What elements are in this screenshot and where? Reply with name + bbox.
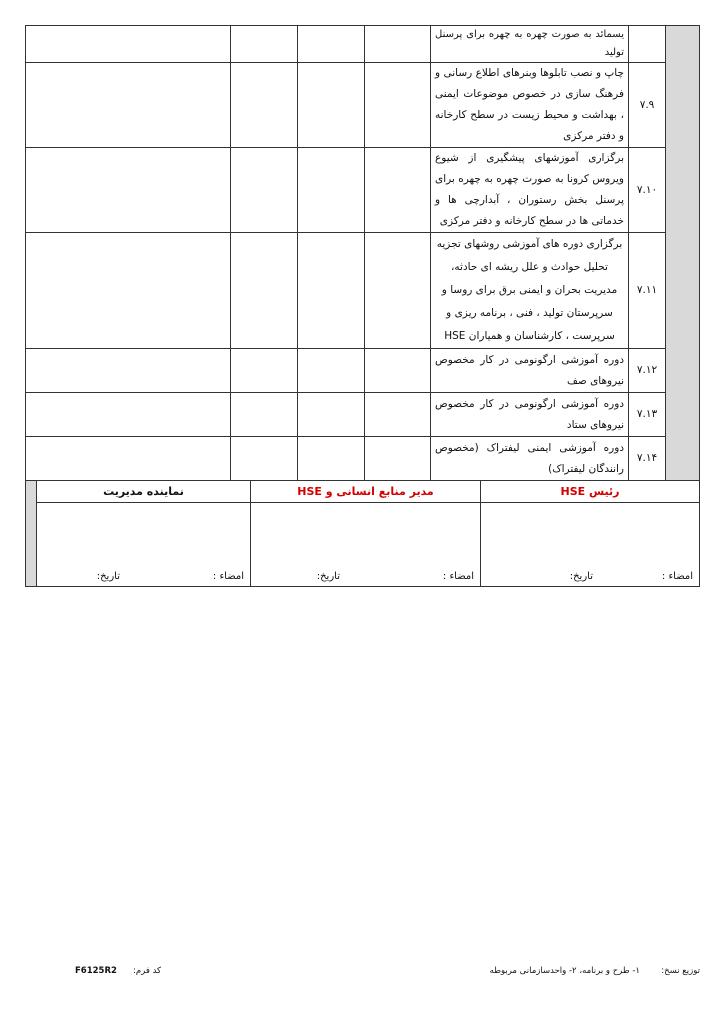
table-row [26, 349, 700, 393]
empty-cell [231, 63, 298, 148]
row-number: ۷.۹ [629, 63, 666, 148]
page-footer [75, 966, 700, 980]
signature-label: امضاء : [442, 571, 474, 582]
empty-cell [365, 349, 431, 393]
empty-cell [231, 26, 298, 63]
table-row [26, 148, 700, 233]
row-number: ۷.۱۴ [629, 437, 666, 481]
empty-cell [231, 393, 298, 437]
empty-cell [26, 437, 231, 481]
row-description: برگزاری دوره های آموزشی روشهای تجزیه تحلیل حوادث و علل ریشه ای حادثه، مدیریت بحران و ایمنی برق برای روسا و سرپرستان تولید ، فنی ، برنامه ریزی و سرپرست ، کارشناسان و همیاران HSE [431, 233, 629, 349]
distribution-text: ۱- طرح و برنامه، ۲- واحدسازمانی مربوطه [489, 966, 640, 976]
row-number: ۷.۱۲ [629, 349, 666, 393]
empty-cell [298, 63, 365, 148]
empty-cell [365, 63, 431, 148]
empty-cell [231, 349, 298, 393]
date-label: تاریخ: [316, 571, 340, 582]
date-label: تاریخ: [96, 571, 120, 582]
management-rep-signature-box [37, 503, 251, 587]
document-sheet [25, 25, 700, 587]
empty-cell [365, 437, 431, 481]
side-margin-column [666, 26, 700, 481]
row-number: ۷.۱۳ [629, 393, 666, 437]
empty-cell [298, 349, 365, 393]
form-code: F6125R2 [75, 966, 117, 976]
empty-cell [26, 63, 231, 148]
row-description: دوره آموزشی ایمنی لیفتراک (مخصوص رانندگان لیفتراک) [431, 437, 629, 481]
hr-hse-manager-signature-box [251, 503, 481, 587]
empty-cell [298, 233, 365, 349]
training-plan-table [25, 25, 700, 481]
empty-cell [231, 233, 298, 349]
row-description: چاپ و نصب تابلوها وبنرهای اطلاع رسانی و فرهنگ سازی در خصوص موضوعات ایمنی ، بهداشت و محیط زیست در سطح کارخانه و دفتر مرکزی [431, 63, 629, 148]
empty-cell [26, 233, 231, 349]
distribution-label: توزیع نسخ: [661, 966, 700, 976]
empty-cell [298, 148, 365, 233]
row-description: یسمائد به صورت چهره به چهره برای پرسنل تولید [431, 26, 629, 63]
empty-cell [298, 26, 365, 63]
row-description: دوره آموزشی ارگونومی در کار مخصوص نیروهای صف [431, 349, 629, 393]
row-description: برگزاری آموزشهای پیشگیری از شیوع ویروس کرونا به صورت چهره به چهره برای پرسنل بخش رستوران ، آبدارچی ها و خدماتی ها در سطح کارخانه و دفتر مرکزی [431, 148, 629, 233]
empty-cell [298, 393, 365, 437]
empty-cell [298, 437, 365, 481]
empty-cell [26, 26, 231, 63]
empty-cell [231, 437, 298, 481]
empty-cell [26, 393, 231, 437]
table-row [26, 437, 700, 481]
row-number [629, 26, 666, 63]
form-code-label: کد فرم: [133, 966, 162, 976]
empty-cell [365, 393, 431, 437]
hse-head-title: رئیس HSE [481, 481, 700, 503]
table-row [26, 26, 700, 63]
empty-cell [365, 26, 431, 63]
empty-cell [365, 233, 431, 349]
empty-cell [231, 148, 298, 233]
empty-cell [26, 148, 231, 233]
management-rep-title: نماینده مدیریت [37, 481, 251, 503]
date-label: تاریخ: [569, 571, 593, 582]
empty-cell [26, 349, 231, 393]
side-margin-column [26, 481, 37, 587]
hse-head-signature-box [481, 503, 700, 587]
row-number: ۷.۱۱ [629, 233, 666, 349]
table-row [26, 393, 700, 437]
table-row [26, 233, 700, 349]
hr-hse-manager-title: مدیر منابع انسانی و HSE [251, 481, 481, 503]
signature-label: امضاء : [661, 571, 693, 582]
row-number: ۷.۱۰ [629, 148, 666, 233]
table-row [26, 63, 700, 148]
signature-label: امضاء : [212, 571, 244, 582]
row-description: دوره آموزشی ارگونومی در کار مخصوص نیروهای ستاد [431, 393, 629, 437]
empty-cell [365, 148, 431, 233]
signature-table [25, 480, 700, 587]
